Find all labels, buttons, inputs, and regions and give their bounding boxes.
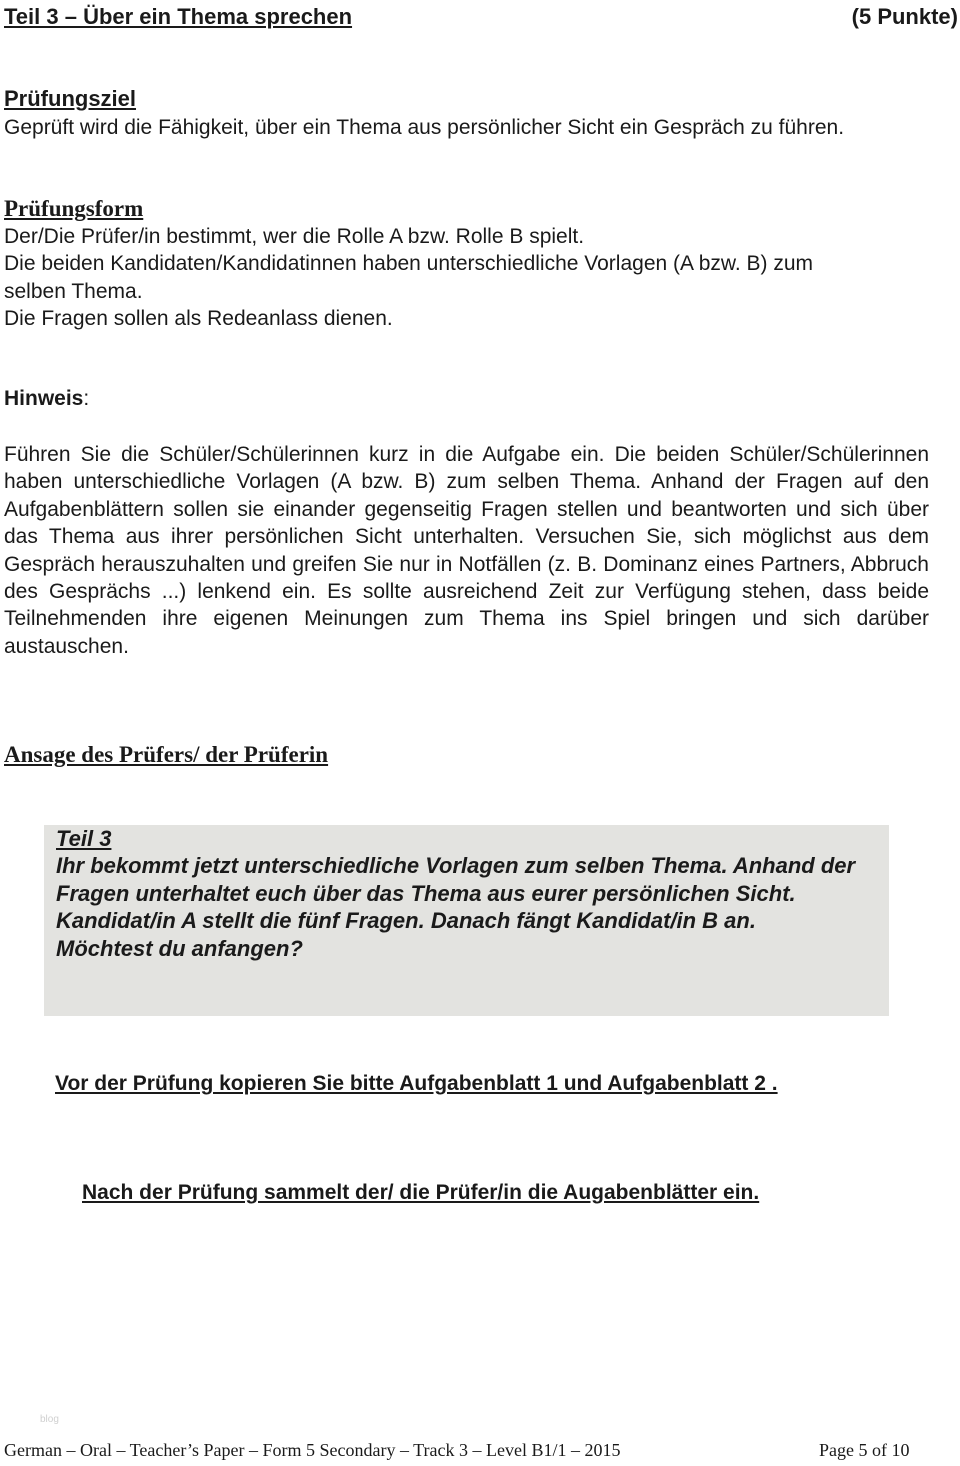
pruefungsform-line: Die beiden Kandidaten/Kandidatinnen haben unterschiedliche Vorlagen (A bzw. B) zum [4,252,814,276]
points-label: (5 Punkte) [851,4,958,29]
hinweis-paragraph: Führen Sie die Schüler/Schülerinnen kurz in die Aufgabe ein. Die beiden Schüler/Schülerinnen haben unterschiedliche Vorlagen (A bzw. B) zum selben Thema. Anhand der Fragen auf den Aufgabenblättern sollen sie einander gegenseitig Fragen stellen und beantworten und sich über das Thema aus ihrer persönlichen Sicht unterhalten. Versuchen Sie, sich möglichst aus dem Gespräch herauszuhalten und greifen Sie nur in Notfällen (z. B. Dominanz eines Partners, Abbruch des Gesprächs ...) lenkend ein. Es sollte ausreichend Zeit zur Verfügung stehen, dass beide Teilnehmenden ihre eigenen Meinungen zum Thema ins Spiel bringen und sich darüber austauschen. [4,443,929,658]
pruefungsziel-text: Geprüft wird die Fähigkeit, über ein Thema aus persönlicher Sicht ein Gespräch zu führen. [4,116,845,139]
instruction-title: Teil 3 [56,826,112,851]
pruefungsform-text [4,223,944,333]
pruefungsziel-heading: Prüfungsziel [4,86,137,111]
section-title: Teil 3 – Über ein Thema sprechen [4,4,353,29]
ansage-heading: Ansage des Prüfers/ der Prüferin [4,742,329,767]
pruefungsform-heading: Prüfungsform [4,196,144,221]
hinweis-heading [4,387,89,411]
footer-document-info: German – Oral – Teacher’s Paper – Form 5 Secondary – Track 3 – Level B1/1 – 2015 [4,1440,621,1460]
footer-page-number: Page 5 of 10 [819,1440,910,1460]
instruction-line: Möchtest du anfangen? [56,935,303,961]
instruction-line: Kandidat/in A stellt die fünf Fragen. Danach fängt Kandidat/in B an. [56,908,756,934]
copy-note: Vor der Prüfung kopieren Sie bitte Aufgabenblatt 1 und Aufgabenblatt 2 . [55,1072,778,1095]
watermark: blog [40,1414,59,1425]
examiner-instruction-box [44,825,889,1016]
collect-note: Nach der Prüfung sammelt der/ die Prüfer/in die Augabenblätter ein. [82,1181,760,1204]
hinweis-colon: : [83,387,90,410]
instruction-content [56,825,879,962]
pruefungsform-line: Die Fragen sollen als Redeanlass dienen. [4,307,393,331]
pruefungsform-line: Der/Die Prüfer/in bestimmt, wer die Rolle A bzw. Rolle B spielt. [4,225,585,248]
instruction-line: Ihr bekommt jetzt unterschiedliche Vorlagen zum selben Thema. Anhand der Fragen unterhaltet euch über das Thema aus eurer persönlichen Sicht. [56,853,856,906]
hinweis-label: Hinweis [4,387,84,410]
pruefungsform-line: selben Thema. [4,279,143,303]
